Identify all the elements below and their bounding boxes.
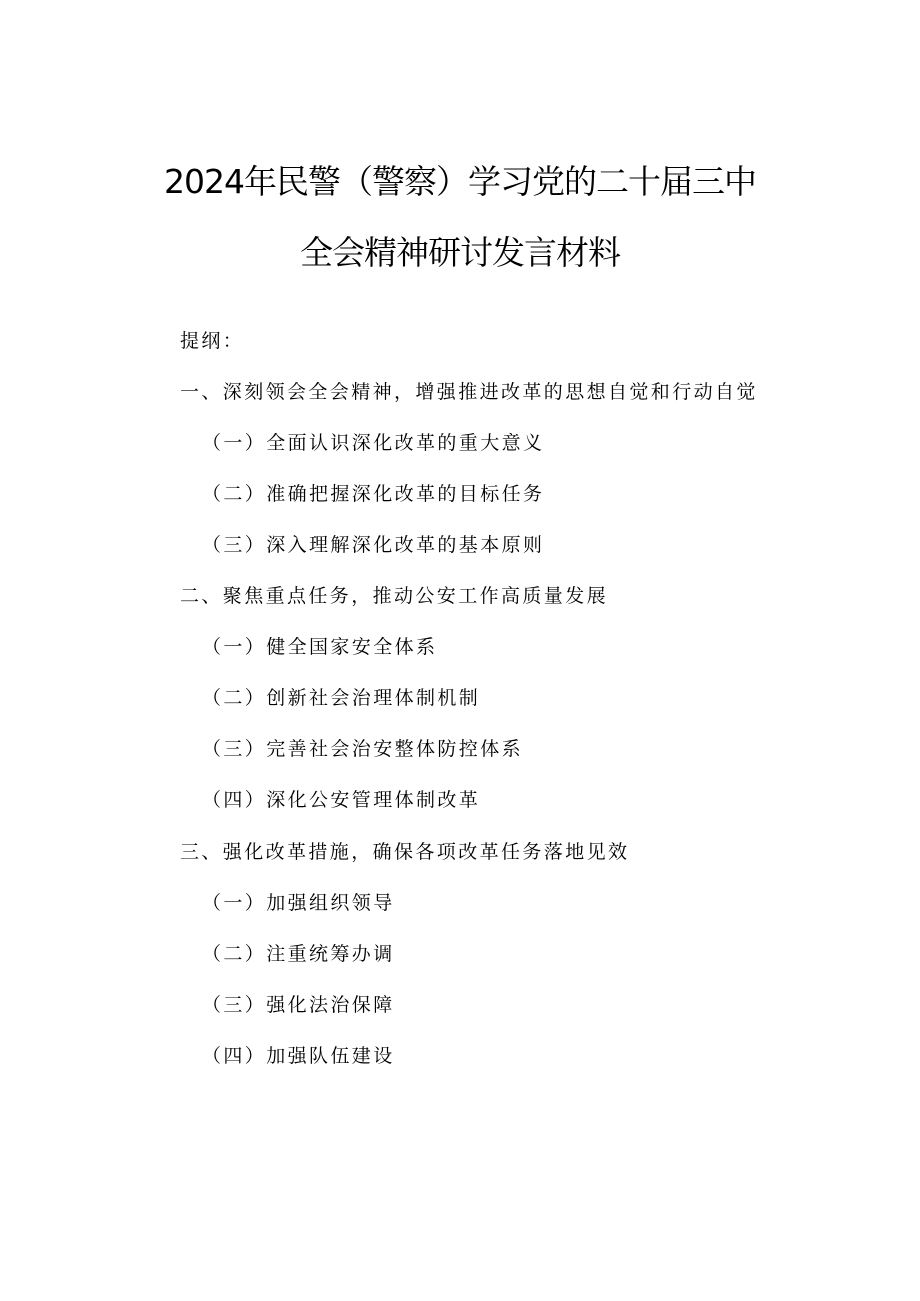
section-1-item-3: （三）深入理解深化改革的基本原则 <box>202 534 545 556</box>
section-3-item-2: （二）注重统筹办调 <box>202 943 395 965</box>
document-title-line-2: 全会精神研讨发言材料 <box>300 233 620 272</box>
section-2-item-4: （四）深化公安管理体制改革 <box>202 789 481 811</box>
section-heading-1: 一、深刻领会全会精神，增强推进改革的思想自觉和行动自觉 <box>180 381 758 403</box>
document-title-line-1: 2024年民警（警察）学习党的二十届三中 <box>164 162 756 201</box>
section-1-item-1: （一）全面认识深化改革的重大意义 <box>202 432 545 454</box>
section-3-item-4: （四）加强队伍建设 <box>202 1045 395 1067</box>
section-3-item-1: （一）加强组织领导 <box>202 892 395 914</box>
section-2-item-1: （一）健全国家安全体系 <box>202 636 438 658</box>
section-heading-2: 二、聚焦重点任务，推动公安工作高质量发展 <box>180 585 609 607</box>
outline-label: 提纲： <box>180 330 245 352</box>
section-heading-3: 三、强化改革措施，确保各项改革任务落地见效 <box>180 841 630 863</box>
section-3-item-3: （三）强化法治保障 <box>202 994 395 1016</box>
section-1-item-2: （二）准确把握深化改革的目标任务 <box>202 483 545 505</box>
section-2-item-3: （三）完善社会治安整体防控体系 <box>202 738 524 760</box>
section-2-item-2: （二）创新社会治理体制机制 <box>202 687 481 709</box>
